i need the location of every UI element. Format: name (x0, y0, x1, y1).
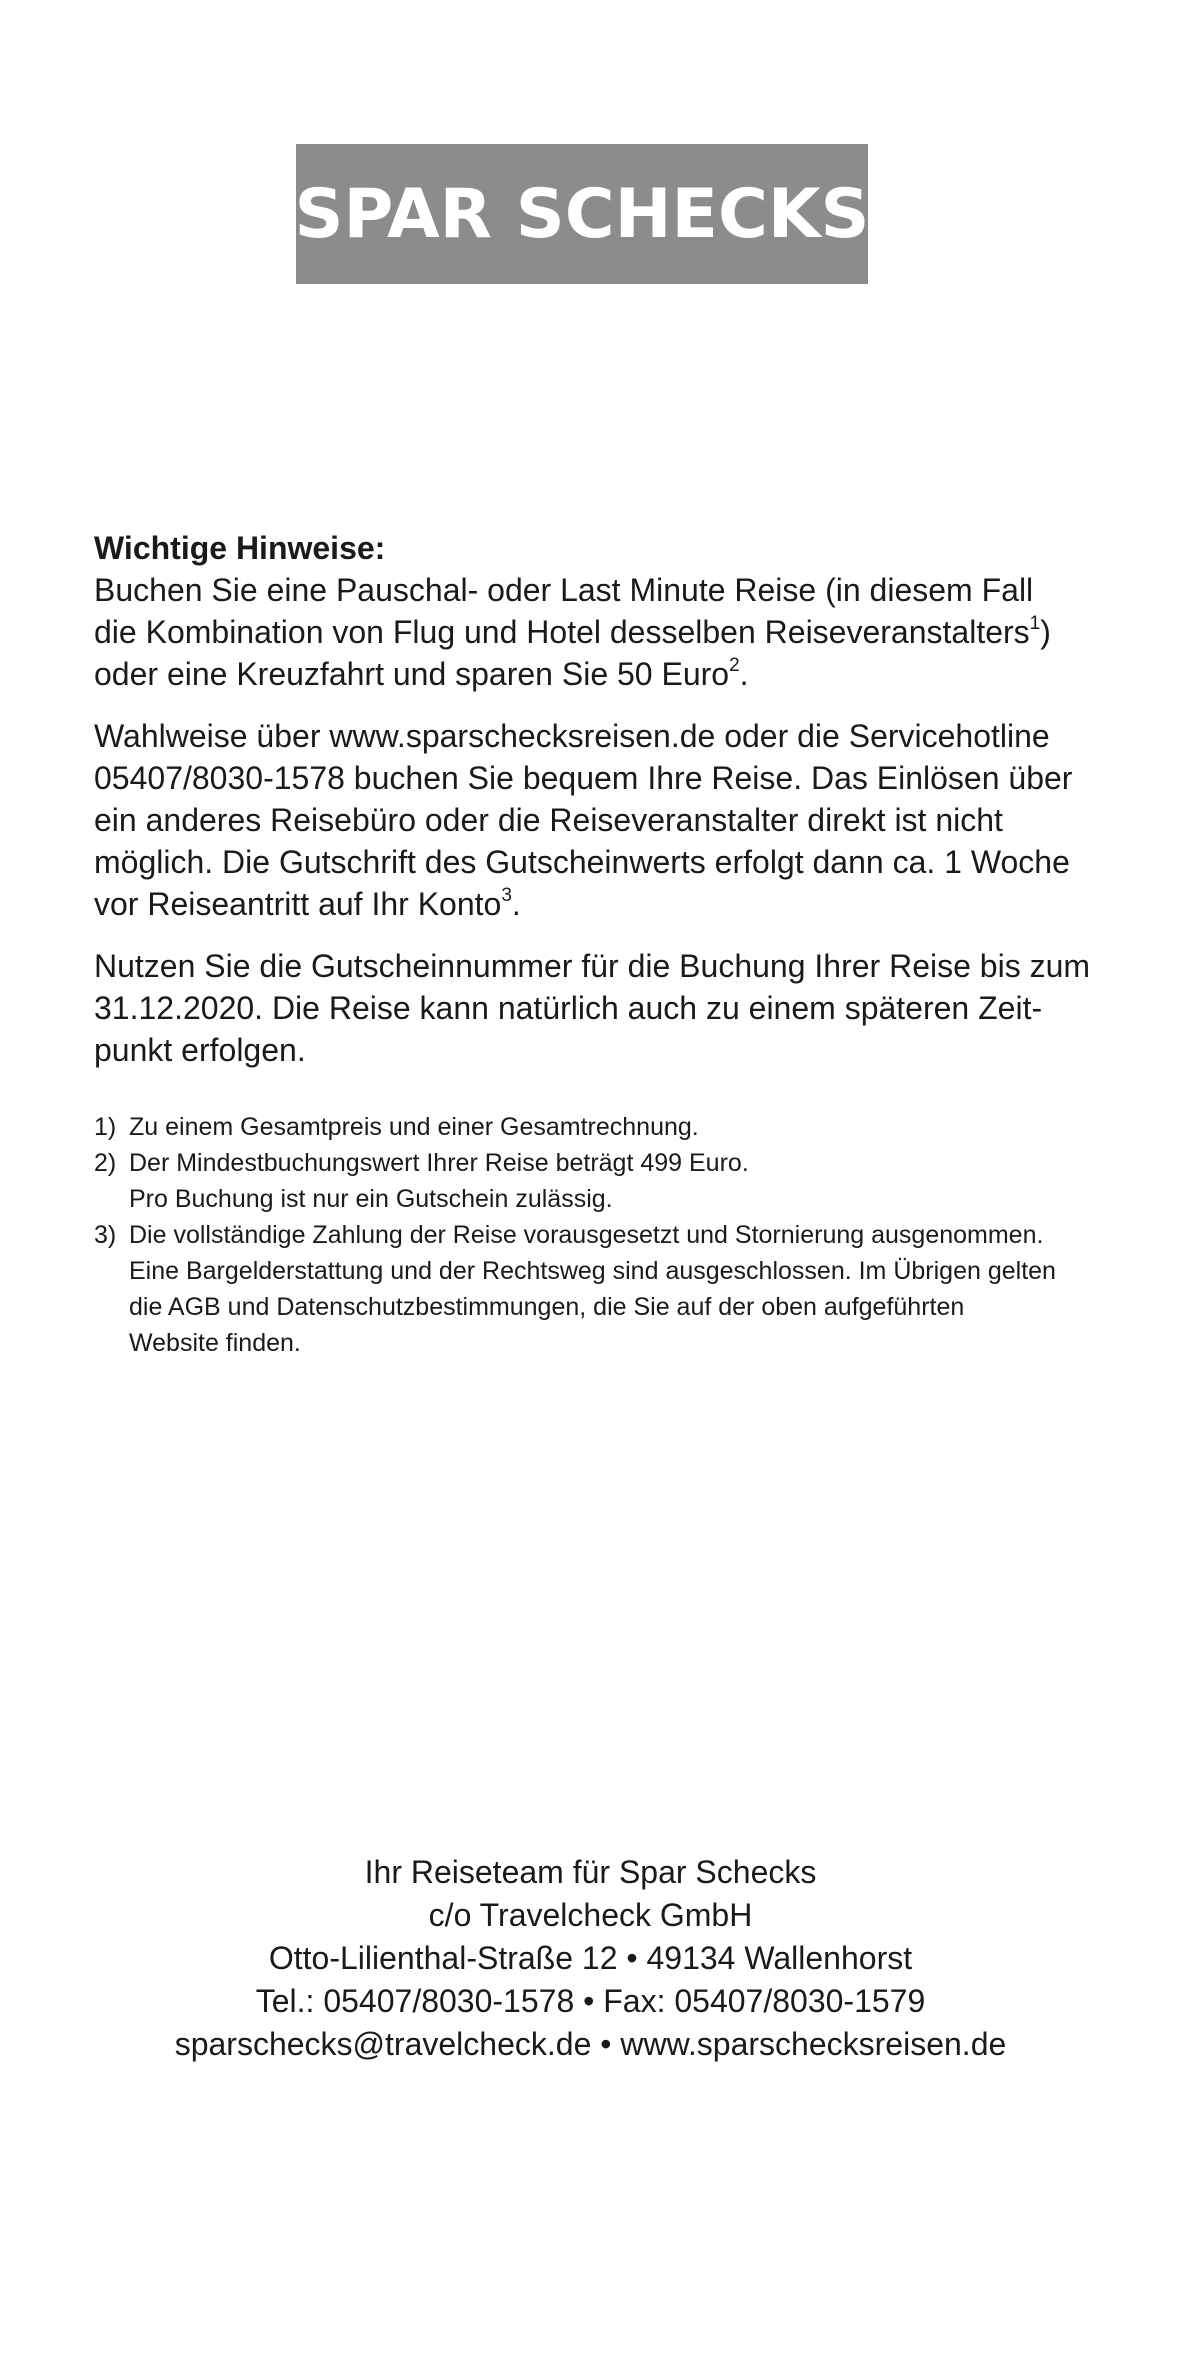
notice-heading: Wichtige Hinweise: (94, 530, 386, 566)
paragraph-line: ein anderes Reisebüro oder die Reiseveranstalter direkt ist nicht (94, 802, 1003, 838)
footnotes-list (94, 1109, 1154, 1361)
paragraph-line: 31.12.2020. Die Reise kann natürlich auch zu einem späteren Zeit- (94, 990, 1043, 1026)
footnote-number: 2) (94, 1149, 117, 1177)
notice-paragraph-3 (94, 945, 1154, 1071)
paragraph-line: Buchen Sie eine Pauschal- oder Last Minute Reise (in diesem Fall (94, 572, 1034, 608)
paragraph-line: vor Reiseantritt auf Ihr Konto (94, 886, 502, 922)
paragraph-line: möglich. Die Gutschrift des Gutscheinwerts erfolgt dann ca. 1 Woche (94, 844, 1070, 880)
paragraph-line: Wahlweise über www.sparschecksreisen.de oder die Servicehotline (94, 718, 1050, 754)
footnote-line: die AGB und Datenschutzbestimmungen, die Sie auf der oben aufgeführten (129, 1293, 965, 1321)
contact-company: c/o Travelcheck GmbH (428, 1897, 753, 1933)
footnote-text (129, 1109, 1154, 1145)
paragraph-line-tail: . (511, 886, 521, 922)
paragraph-line: 05407/8030-1578 buchen Sie bequem Ihre Reise. Das Einlösen über (94, 760, 1073, 796)
paragraph-line: Nutzen Sie die Gutscheinnummer für die Buchung Ihrer Reise bis zum (94, 948, 1091, 984)
paragraph-line: die Kombination von Flug und Hotel desselben Reiseveranstalters (94, 614, 1030, 650)
paragraph-line: punkt erfolgen. (94, 1032, 306, 1068)
footnote-number: 1) (94, 1113, 117, 1141)
notice-section (94, 527, 1154, 1377)
paragraph-line: oder eine Kreuzfahrt und sparen Sie 50 Euro (94, 656, 730, 692)
notice-paragraph-1 (94, 569, 1154, 695)
contact-team: Ihr Reiseteam für Spar Schecks (364, 1854, 817, 1890)
notice-paragraph-2 (94, 715, 1154, 925)
contact-block (0, 1851, 1181, 2066)
footnote-item (94, 1217, 1154, 1361)
footnote-marker: 2 (729, 655, 740, 677)
footnote-line: Zu einem Gesamtpreis und einer Gesamtrechnung. (129, 1113, 699, 1141)
logo-banner (296, 144, 868, 284)
footnote-marker: 1 (1029, 613, 1041, 635)
contact-phone-fax: Tel.: 05407/8030-1578 • Fax: 05407/8030-1579 (255, 1983, 926, 2019)
footnote-line: Website finden. (129, 1329, 301, 1357)
footnote-item (94, 1145, 1154, 1217)
contact-email-website: sparschecks@travelcheck.de • www.sparschecksreisen.de (174, 2026, 1007, 2062)
footnote-line: Eine Bargelderstattung und der Rechtsweg sind ausgeschlossen. Im Übrigen gelten (129, 1257, 1056, 1285)
footnote-line: Der Mindestbuchungswert Ihrer Reise beträgt 499 Euro. (129, 1149, 749, 1177)
logo-text: SPAR SCHECKS (294, 174, 870, 254)
footnote-line: Pro Buchung ist nur ein Gutschein zulässig. (129, 1185, 613, 1213)
footnote-item (94, 1109, 1154, 1145)
contact-address: Otto-Lilienthal-Straße 12 • 49134 Wallenhorst (268, 1940, 913, 1976)
footnote-text (129, 1145, 1154, 1217)
paragraph-line-tail: ) (1040, 614, 1051, 650)
paragraph-line-tail: . (739, 656, 749, 692)
footnote-text (129, 1217, 1154, 1361)
footnote-number: 3) (94, 1221, 117, 1249)
footnote-marker: 3 (501, 885, 512, 907)
footnote-line: Die vollständige Zahlung der Reise vorausgesetzt und Stornierung ausgenommen. (129, 1221, 1044, 1249)
